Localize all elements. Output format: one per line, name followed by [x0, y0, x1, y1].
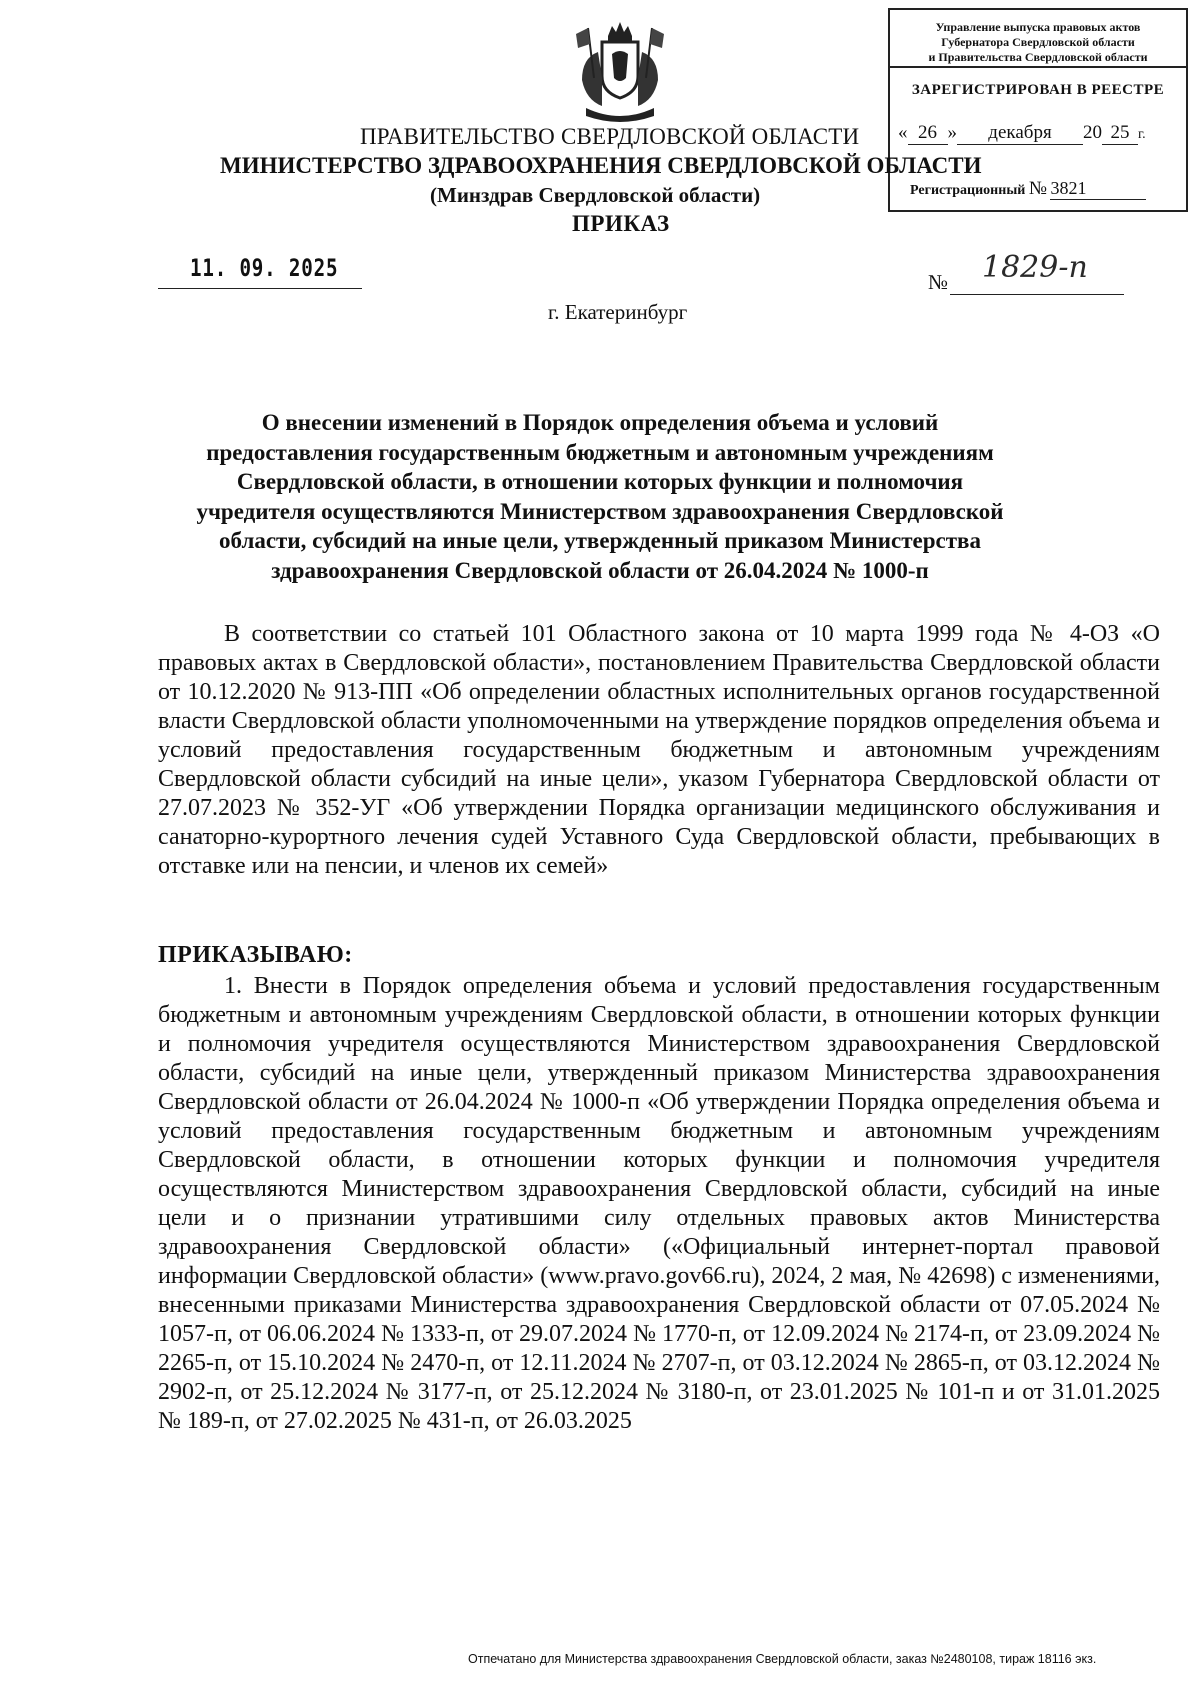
stamp-day: 26	[908, 122, 948, 145]
print-footer: Отпечатано для Министерства здравоохранения Свердловской области, заказ №2480108, тираж 18116 экз.	[468, 1652, 1097, 1666]
document-type: ПРИКАЗ	[572, 211, 670, 236]
government-heading: ПРАВИТЕЛЬСТВО СВЕРДЛОВСКОЙ ОБЛАСТИ	[360, 124, 860, 149]
stamp-office-header: Управление выпуска правовых актов Губернатора Свердловской области и Правительства Свердловской области	[890, 10, 1186, 68]
ministry-abbreviation: (Минздрав Свердловской области)	[430, 183, 761, 207]
registration-stamp	[888, 8, 1188, 212]
preamble-paragraph: В соответствии со статьей 101 Областного закона от 10 марта 1999 года № 4-ОЗ «О правовых актах в Свердловской области», постановлением Правительства Свердловской области от 10.12.2020 № 913-ПП «Об определении областных исполнительных органов государственной власти Свердловской области уполномоченными на утверждение порядков определения объема и условий предоставления государственным бюджетным и автономным учреждениям Свердловской области субсидий на иные цели», указом Губернатора Свердловской области от 27.07.2023 № 352-УГ «Об утверждении Порядка организации медицинского обслуживания и санаторно-курортного лечения судей Уставного Суда Свердловской области, пребывающих в отставке или на пенсии, и членов их семей»	[158, 621, 1160, 879]
document-title: О внесении изменений в Порядок определения объема и условий предоставления государственным бюджетным и автономным учреждениям Свердловской области, в отношении которых функции и полномочия учредителя осуществляются Министерством здравоохранения Свердловской области, субсидий на иные цели, утвержденный приказом Министерства здравоохранения Свердловской области от 26.04.2024 № 1000-п	[196, 410, 1004, 583]
stamp-reg-label: Регистрационный	[910, 183, 1026, 198]
stamp-year-prefix: 20	[1083, 122, 1102, 143]
stamp-year-unit: г.	[1138, 127, 1146, 142]
stamp-year-suffix: 25	[1102, 122, 1138, 145]
stamp-registered-label: ЗАРЕГИСТРИРОВАН В РЕЕСТРЕ	[911, 82, 1165, 98]
city: г. Екатеринбург	[548, 300, 688, 324]
order-date: 11. 09. 2025	[190, 254, 339, 282]
stamp-registration-number	[910, 178, 1146, 200]
stamp-month: декабря	[957, 122, 1083, 145]
stamp-registration-date: « 26 » декабря 20 25 г.	[898, 122, 1146, 143]
stamp-reg-number: 3821	[1050, 178, 1146, 200]
coat-of-arms-emblem	[568, 18, 672, 126]
stamp-no-sign: №	[1028, 178, 1047, 199]
ministry-heading: МИНИСТЕРСТВО ЗДРАВООХРАНЕНИЯ СВЕРДЛОВСКОЙ ОБЛАСТИ	[220, 153, 982, 178]
order-word: ПРИКАЗЫВАЮ:	[158, 942, 353, 968]
order-number-handwritten: 1829-п	[982, 250, 1088, 285]
number-sign: №	[928, 270, 949, 294]
clause-1-paragraph: 1. Внести в Порядок определения объема и условий предоставления государственным бюджетным и автономным учреждениям Свердловской области, в отношении которых функции и полномочия учредителя осуществляются Министерством здравоохранения Свердловской области, субсидий на иные цели, утвержденный приказом Министерства здравоохранения Свердловской области от 26.04.2024 № 1000-п «Об утверждении Порядка определения объема и условий предоставления государственным бюджетным и автономным учреждениям Свердловской области, в отношении которых функции и полномочия учредителя осуществляются Министерством здравоохранения Свердловской области, субсидий на иные цели и о признании утратившими силу отдельных правовых актов Министерства здравоохранения Свердловской области» («Официальный интернет-портал правовой информации Свердловской области» (www.pravo.gov66.ru), 2024, 2 мая, № 42698) с изменениями, внесенными приказами Министерства здравоохранения Свердловской области от 07.05.2024 № 1057-п, от 06.06.2024 № 1333-п, от 29.07.2024 № 1770-п, от 12.09.2024 № 2174-п, от 23.09.2024 № 2265-п, от 15.10.2024 № 2470-п, от 12.11.2024 № 2707-п, от 03.12.2024 № 2865-п, от 03.12.2024 № 2902-п, от 25.12.2024 № 3177-п, от 25.12.2024 № 3180-п, от 23.01.2025 № 101-п и от 31.01.2025 № 189-п, от 27.02.2025 № 431-п, от 26.03.2025	[158, 973, 1160, 1434]
